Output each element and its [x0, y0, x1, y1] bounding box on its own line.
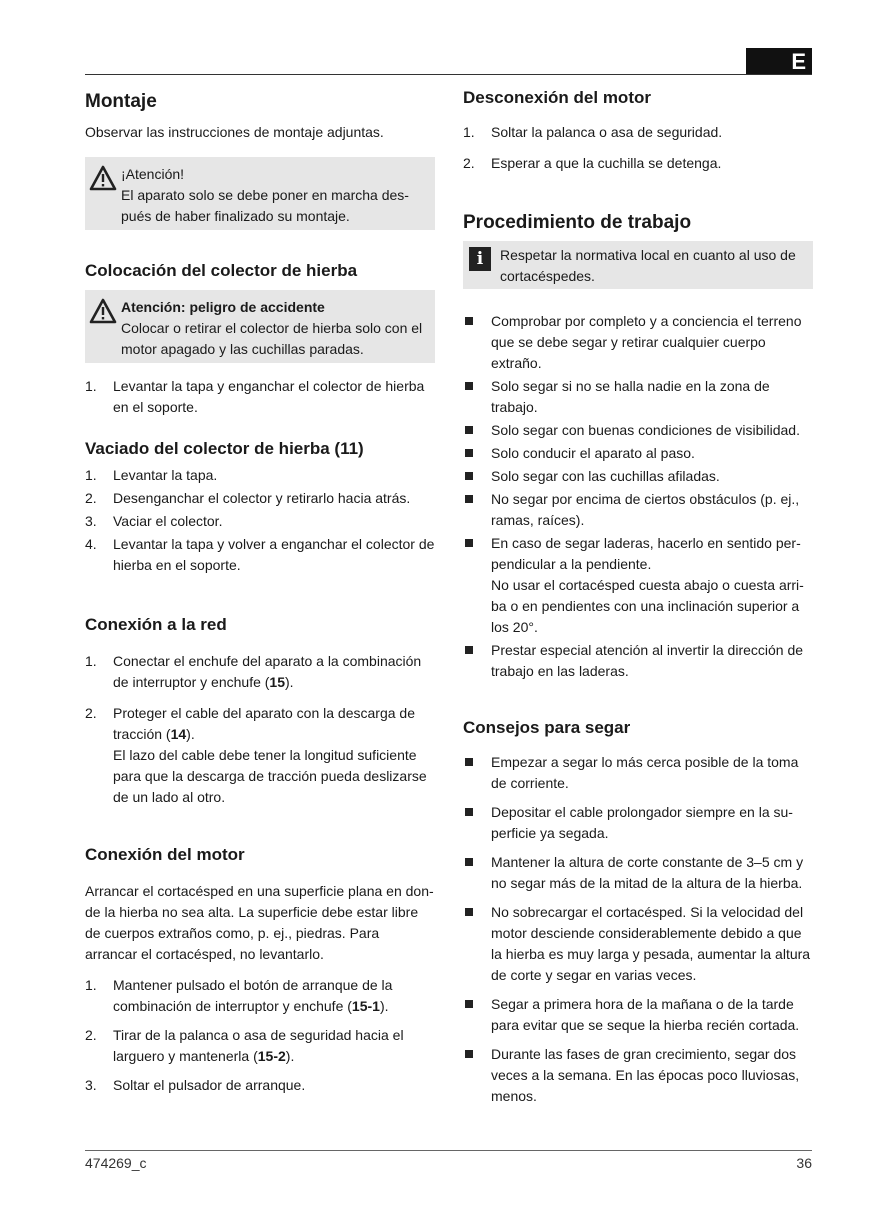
bullet-icon — [465, 908, 473, 916]
list-item: Durante las fases de gran crecimiento, segar dos veces a la semana. En las épocas poco lluviosas, menos. — [463, 1044, 813, 1107]
heading-conexion-red: Conexión a la red — [85, 615, 227, 634]
list-item: 3. Vaciar el colector. — [85, 513, 223, 529]
list-item: Solo segar con buenas condiciones de visibilidad. — [463, 420, 813, 441]
list-item: 1. Levantar la tapa. — [85, 467, 218, 483]
bullet-icon — [465, 1000, 473, 1008]
list-item: En caso de segar laderas, hacerlo en sentido per-pendicular a la pendiente. No usar el cortacésped cuesta abajo o cuesta arri-ba o en pendientes con una inclinación superior a los 20°. — [463, 533, 813, 638]
bullet-icon — [465, 382, 473, 390]
heading-procedimiento: Procedimiento de trabajo — [463, 212, 692, 233]
list-item: 2. Tirar de la palanca o asa de seguridad hacia el larguero y mantenerla (15-2). — [85, 1027, 404, 1064]
bullet-icon — [465, 495, 473, 503]
info-text: Respetar la normativa local en cuanto al uso de cortacéspedes. — [500, 247, 796, 284]
info-icon: i — [469, 247, 491, 271]
montaje-text: Observar las instrucciones de montaje adjuntas. — [85, 124, 384, 140]
heading-montaje: Montaje — [85, 91, 157, 112]
list-item: 2. Desenganchar el colector y retirarlo hacia atrás. — [85, 490, 411, 506]
list-item: 4. Levantar la tapa y volver a enganchar el colector de hierba en el soporte. — [85, 536, 435, 573]
heading-colocacion: Colocación del colector de hierba — [85, 261, 358, 280]
bullet-note: No usar el cortacésped cuesta abajo o cuesta arri-ba o en pendientes con una inclinación superior a los 20°. — [491, 577, 804, 635]
list-item: No sobrecargar el cortacésped. Si la velocidad del motor desciende considerablemente debido a que la hierba es muy larga y pesada, aumentar la altura de corte y segar en varias veces. — [463, 902, 813, 986]
list-item: Prestar especial atención al invertir la dirección de trabajo en las laderas. — [463, 640, 813, 682]
page-number: 36 — [796, 1155, 812, 1171]
bullet-icon — [465, 317, 473, 325]
header-rule — [85, 74, 812, 75]
bullet-icon — [465, 449, 473, 457]
colocacion-warning-box — [85, 290, 435, 363]
conexion-motor-steps — [85, 975, 435, 1096]
bullet-icon — [465, 426, 473, 434]
colocacion-steps — [85, 376, 435, 418]
list-item: Solo conducir el aparato al paso. — [463, 443, 813, 464]
list-item: 1. Soltar la palanca o asa de seguridad. — [463, 124, 723, 140]
montaje-warning-box — [85, 157, 435, 230]
bullet-icon — [465, 472, 473, 480]
list-item: Solo segar con las cuchillas afiladas. — [463, 466, 813, 487]
list-item: Mantener la altura de corte constante de 3–5 cm y no segar más de la mitad de la altura de la hierba. — [463, 852, 813, 894]
procedimiento-bullets — [463, 311, 813, 682]
footer-rule — [85, 1150, 812, 1151]
warning-triangle-icon — [89, 298, 117, 324]
list-item: 2. Proteger el cable del aparato con la descarga de tracción (14). El lazo del cable debe tener la longitud suficiente para que la descarga de tracción pueda deslizarse de un lado al otro. — [85, 703, 435, 808]
desconexion-steps — [463, 122, 813, 174]
heading-conexion-motor: Conexión del motor — [85, 845, 245, 864]
warning-title: Atención: peligro de accidente — [121, 299, 325, 315]
list-item: Depositar el cable prolongador siempre en la su-perficie ya segada. — [463, 802, 813, 844]
heading-vaciado: Vaciado del colector de hierba (11) — [85, 439, 364, 458]
list-item: 1. Conectar el enchufe del aparato a la combinación de interruptor y enchufe (15). — [85, 653, 422, 690]
vaciado-steps — [85, 465, 435, 576]
warning-triangle-icon — [89, 165, 117, 191]
bullet-icon — [465, 1050, 473, 1058]
warning-text: El aparato solo se debe poner en marcha des-pués de haber finalizado su montaje. — [121, 187, 409, 224]
list-item: No segar por encima de ciertos obstáculos (p. ej., ramas, raíces). — [463, 489, 813, 531]
list-item: Solo segar si no se halla nadie en la zona de trabajo. — [463, 376, 813, 418]
bullet-icon — [465, 646, 473, 654]
list-item: Empezar a segar lo más cerca posible de la toma de corriente. — [463, 752, 813, 794]
list-item: 2. Esperar a que la cuchilla se detenga. — [463, 155, 722, 171]
bullet-icon — [465, 858, 473, 866]
heading-consejos: Consejos para segar — [463, 718, 631, 737]
list-item: Comprobar por completo y a conciencia el terreno que se debe segar y retirar cualquier cuerpo extraño. — [463, 311, 813, 374]
conexion-motor-text: Arrancar el cortacésped en una superficie plana en don-de la hierba no sea alta. La superficie debe estar libre de cuerpos extraños como, p. ej., piedras. Para arrancar el cortacésped, no levantarlo. — [85, 883, 434, 962]
list-item: 1. Levantar la tapa y enganchar el colector de hierba en el soporte. — [85, 378, 425, 415]
bullet-icon — [465, 808, 473, 816]
language-tab: E — [746, 48, 812, 75]
list-item: 1. Mantener pulsado el botón de arranque de la combinación de interruptor y enchufe (15-1). — [85, 977, 393, 1014]
right-column — [463, 86, 813, 1107]
procedimiento-info-box — [463, 241, 813, 289]
step-note: El lazo del cable debe tener la longitud suficiente para que la descarga de tracción pueda deslizarse de un lado al otro. — [113, 747, 427, 805]
document-code: 474269_c — [85, 1155, 147, 1171]
left-column — [85, 86, 435, 1096]
bullet-icon — [465, 539, 473, 547]
list-item: 3. Soltar el pulsador de arranque. — [85, 1077, 306, 1093]
warning-title: ¡Atención! — [121, 166, 185, 182]
list-item: Segar a primera hora de la mañana o de la tarde para evitar que se seque la hierba recién cortada. — [463, 994, 813, 1036]
consejos-bullets — [463, 752, 813, 1107]
conexion-red-steps — [85, 651, 435, 808]
bullet-icon — [465, 758, 473, 766]
heading-desconexion: Desconexión del motor — [463, 88, 651, 107]
warning-text: Colocar o retirar el colector de hierba solo con el motor apagado y las cuchillas paradas. — [121, 320, 423, 357]
